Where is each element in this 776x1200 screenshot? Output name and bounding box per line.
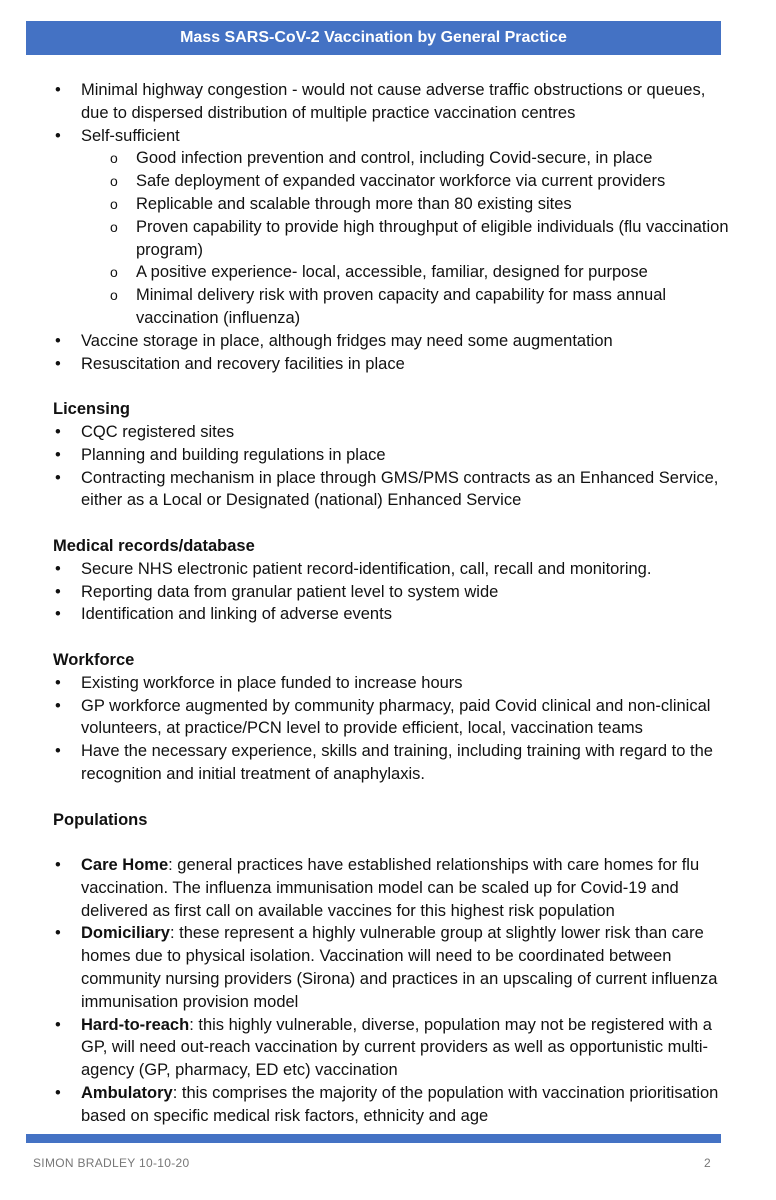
records-list <box>53 558 733 626</box>
footer-rule <box>26 1134 721 1143</box>
sub-list-item: o Proven capability to provide high throughput of eligible individuals (flu vaccination program) <box>81 216 733 262</box>
population-description: : general practices have established relationships with care homes for flu vaccination. The influenza immunisation model can be scaled up for Covid-19 and delivered as first call on available vaccines for this highest risk population <box>81 856 700 920</box>
spacer <box>53 831 733 854</box>
spacer <box>53 786 733 809</box>
sub-list-item: o Good infection prevention and control, including Covid-secure, in place <box>81 147 733 170</box>
list-item: • Contracting mechanism in place through GMS/PMS contracts as an Enhanced Service, either as a Local or Designated (national) Enhanced Service <box>53 467 733 513</box>
section-heading-workforce: Workforce <box>53 650 135 669</box>
document-title: Mass SARS-CoV-2 Vaccination by General Practice <box>26 21 721 55</box>
intro-list <box>53 79 733 375</box>
list-item: • Resuscitation and recovery facilities in place <box>53 353 733 376</box>
list-item <box>53 854 733 922</box>
list-item <box>53 1082 733 1128</box>
footer-author-date: SIMON BRADLEY 10-10-20 <box>33 1156 190 1170</box>
population-description: : this comprises the majority of the population with vaccination prioritisation based on specific medical risk factors, ethnicity and age <box>81 1084 719 1125</box>
populations-list <box>53 854 733 1128</box>
list-item: • Existing workforce in place funded to increase hours <box>53 672 733 695</box>
list-item: • Secure NHS electronic patient record-identification, call, recall and monitoring. <box>53 558 733 581</box>
sub-list-item: o Minimal delivery risk with proven capacity and capability for mass annual vaccination (influenza) <box>81 284 733 330</box>
sub-list-item: o Replicable and scalable through more than 80 existing sites <box>81 193 733 216</box>
spacer <box>53 375 733 398</box>
page-number: 2 <box>704 1156 711 1170</box>
list-item <box>53 1014 733 1082</box>
spacer <box>53 512 733 535</box>
list-item: • Reporting data from granular patient level to system wide <box>53 581 733 604</box>
sub-list-item: o Safe deployment of expanded vaccinator workforce via current providers <box>81 170 733 193</box>
list-item: • Planning and building regulations in place <box>53 444 733 467</box>
section-heading-records: Medical records/database <box>53 536 255 555</box>
population-term: Domiciliary <box>81 924 170 943</box>
list-item: • Identification and linking of adverse events <box>53 603 733 626</box>
document-body <box>53 79 733 1128</box>
list-item: • Have the necessary experience, skills and training, including training with regard to the recognition and initial treatment of anaphylaxis. <box>53 740 733 786</box>
list-item: • Vaccine storage in place, although fridges may need some augmentation <box>53 330 733 353</box>
self-sufficient-sublist <box>81 147 733 329</box>
list-item-label: Self-sufficient <box>81 126 180 145</box>
list-item: • GP workforce augmented by community pharmacy, paid Covid clinical and non-clinical volunteers, at practice/PCN level to provide efficient, local, vaccination teams <box>53 695 733 741</box>
list-item <box>53 125 733 330</box>
spacer <box>53 626 733 649</box>
section-heading-populations: Populations <box>53 810 148 829</box>
list-item: • CQC registered sites <box>53 421 733 444</box>
population-description: : these represent a highly vulnerable group at slightly lower risk than care homes due to physical isolation. Vaccination will need to be coordinated between community nursing providers (Sirona) and practices in an upscaling of current influenza immunisation provision model <box>81 924 718 1011</box>
licensing-list <box>53 421 733 512</box>
population-term: Care Home <box>81 856 169 875</box>
population-description: : this highly vulnerable, diverse, population may not be registered with a GP, will need out-reach vaccination by current providers as well as opportunistic multi-agency (GP, pharmacy, ED etc) vaccination <box>81 1015 712 1080</box>
population-term: Ambulatory <box>81 1084 173 1103</box>
workforce-list <box>53 672 733 786</box>
section-heading-licensing: Licensing <box>53 400 131 419</box>
sub-list-item: o A positive experience- local, accessible, familiar, designed for purpose <box>81 261 733 284</box>
list-item <box>53 922 733 1013</box>
list-item: • Minimal highway congestion - would not cause adverse traffic obstructions or queues, due to dispersed distribution of multiple practice vaccination centres <box>53 79 733 125</box>
population-term: Hard-to-reach <box>81 1015 190 1034</box>
